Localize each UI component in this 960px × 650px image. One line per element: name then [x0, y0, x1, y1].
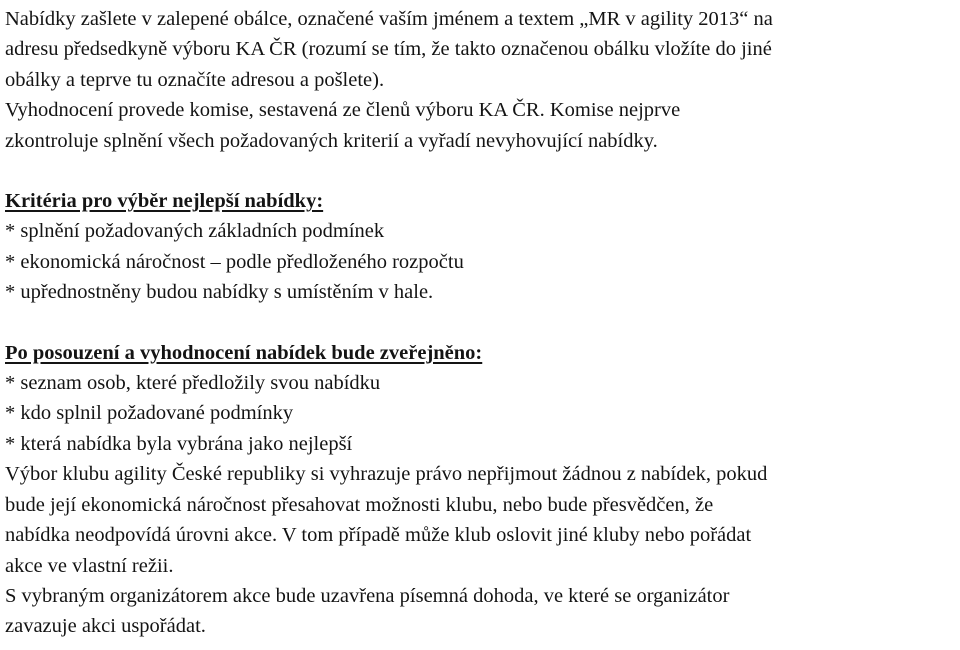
closing-line-3: nabídka neodpovídá úrovni akce. V tom případě může klub oslovit jiné kluby nebo pořádat	[5, 524, 752, 547]
criteria-item-3: * upřednostněny budou nabídky s umístěním v hale.	[5, 281, 434, 304]
closing-line-5: S vybraným organizátorem akce bude uzavřena písemná dohoda, ve které se organizátor	[5, 584, 730, 607]
closing-line-2: bude její ekonomická náročnost přesahovat možnosti klubu, nebo bude přesvědčen, že	[5, 493, 714, 516]
publication-item-3: * která nabídka byla vybrána jako nejlepší	[5, 432, 353, 455]
spacer	[5, 308, 955, 338]
intro-paragraph	[5, 4, 955, 642]
criteria-heading: Kritéria pro výběr nejlepší nabídky:	[5, 190, 324, 213]
criteria-item-2: * ekonomická náročnost – podle předloženého rozpočtu	[5, 250, 464, 273]
closing-line-6: zavazuje akci uspořádat.	[5, 615, 206, 638]
intro-line-2: adresu předsedkyně výboru KA ČR (rozumí se tím, že takto označenou obálku vložíte do jiné	[5, 38, 772, 61]
closing-line-1: Výbor klubu agility České republiky si vyhrazuje právo nepřijmout žádnou z nabídek, pokud	[5, 463, 768, 486]
criteria-item-1: * splnění požadovaných základních podmínek	[5, 220, 385, 243]
intro-line-3: obálky a teprve tu označíte adresou a pošlete).	[5, 68, 385, 91]
publication-item-1: * seznam osob, které předložily svou nabídku	[5, 372, 381, 395]
closing-line-4: akce ve vlastní režii.	[5, 554, 174, 577]
intro-line-4: Vyhodnocení provede komise, sestavená ze členů výboru KA ČR. Komise nejprve	[5, 99, 681, 122]
publication-item-2: * kdo splnil požadované podmínky	[5, 402, 294, 425]
publication-heading: Po posouzení a vyhodnocení nabídek bude zveřejněno:	[5, 341, 483, 364]
intro-line-1: Nabídky zašlete v zalepené obálce, označené vaším jménem a textem „MR v agility 2013“ na	[5, 8, 773, 30]
document-page	[5, 0, 955, 638]
spacer	[5, 156, 955, 186]
intro-line-5: zkontroluje splnění všech požadovaných kriterií a vyřadí nevyhovující nabídky.	[5, 129, 658, 152]
